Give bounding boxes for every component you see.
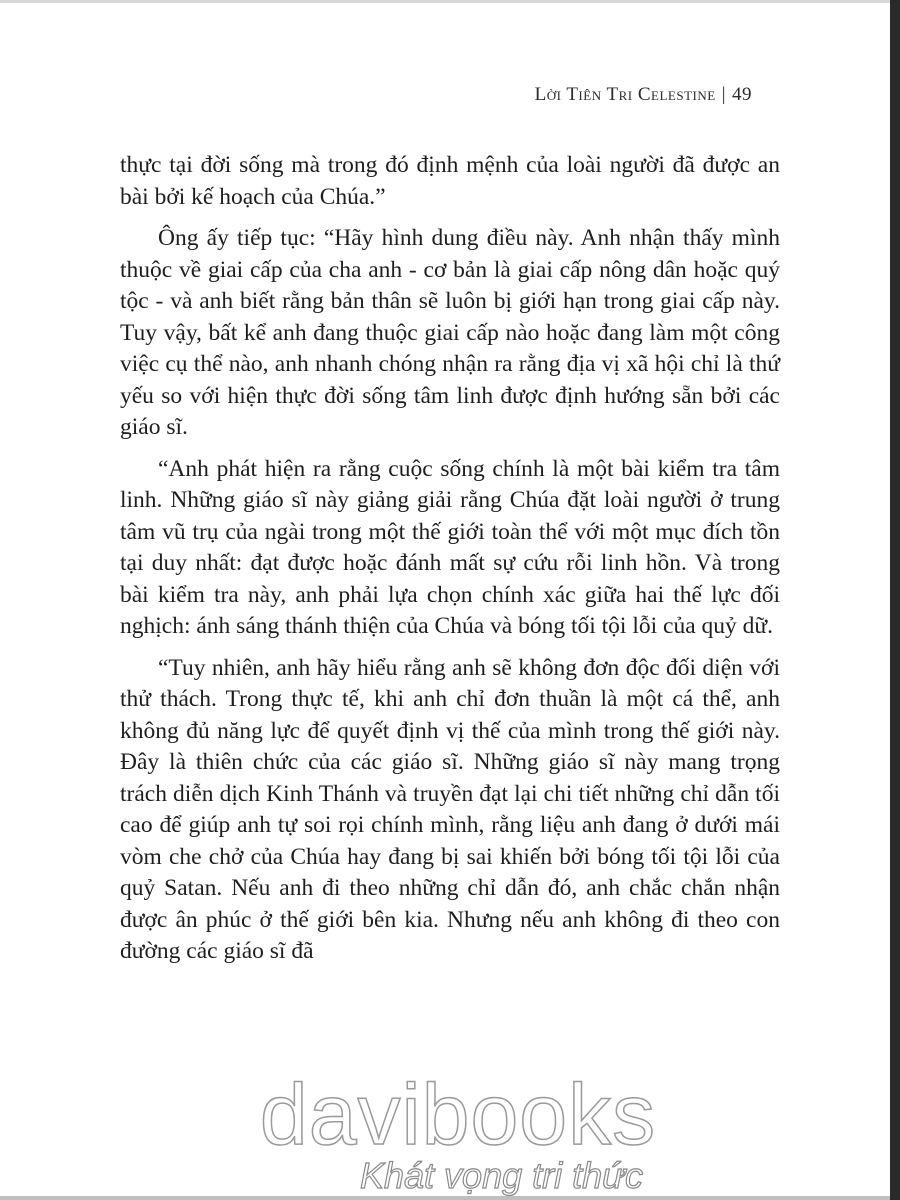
book-title: Lời Tiên Tri Celestine [534,84,716,105]
watermark [248,1067,668,1163]
header-separator: | [721,84,726,105]
body-text [120,150,780,978]
scan-right-edge [890,0,900,1200]
paragraph-continued: thực tại đời sống mà trong đó định mệnh của loài người đã được an bài bởi kế hoạch của Chúa.” [120,152,780,210]
watermark-tagline: Khát vọng tri thức [360,1155,643,1196]
page-number: 49 [732,84,752,105]
watermark-brand: davibooks [259,1067,657,1163]
paragraph: Ông ấy tiếp tục: “Hãy hình dung điều này. Anh nhận thấy mình thuộc về giai cấp của cha anh - cơ bản là giai cấp nông dân hoặc quý tộc - và anh biết rằng bản thân sẽ luôn bị giới hạn trong giai cấp này. Tuy vậy, bất kể anh đang thuộc giai cấp nào hoặc đang làm một công việc cụ thể nào, anh nhanh chóng nhận ra rằng địa vị xã hội chỉ là thứ yếu so với hiện thực đời sống tâm linh được định hướng sẵn bởi các giáo sĩ. [120,225,780,440]
paragraph: “Tuy nhiên, anh hãy hiểu rằng anh sẽ không đơn độc đối diện với thử thách. Trong thực tế, khi anh chỉ đơn thuần là một cá thể, anh không đủ năng lực để quyết định vị thế của mình trong thế giới này. Đây là thiên chức của các giáo sĩ. Những giáo sĩ này mang trọng trách diễn dịch Kinh Thánh và truyền đạt lại chi tiết những chỉ dẫn tối cao để giúp anh tự soi rọi chính mình, rằng liệu anh đang ở dưới mái vòm che chở của Chúa hay đang bị sai khiến bởi bóng tối tội lỗi của quỷ Satan. Nếu anh đi theo những chỉ dẫn đó, anh chắc chắn nhận được ân phúc ở thế giới bên kia. Nhưng nếu anh không đi theo con đường các giáo sĩ đã [120,654,780,964]
scan-top-edge [0,0,890,3]
paragraph: “Anh phát hiện ra rằng cuộc sống chính là một bài kiểm tra tâm linh. Những giáo sĩ này giảng giải rằng Chúa đặt loài người ở trung tâm vũ trụ của ngài trong một thế giới toàn thể với một mục đích tồn tại duy nhất: đạt được hoặc đánh mất sự cứu rỗi linh hồn. Và trong bài kiểm tra này, anh phải lựa chọn chính xác giữa hai thế lực đối nghịch: ánh sáng thánh thiện của Chúa và bóng tối tội lỗi của quỷ dữ. [120,455,780,639]
running-header [535,84,752,106]
